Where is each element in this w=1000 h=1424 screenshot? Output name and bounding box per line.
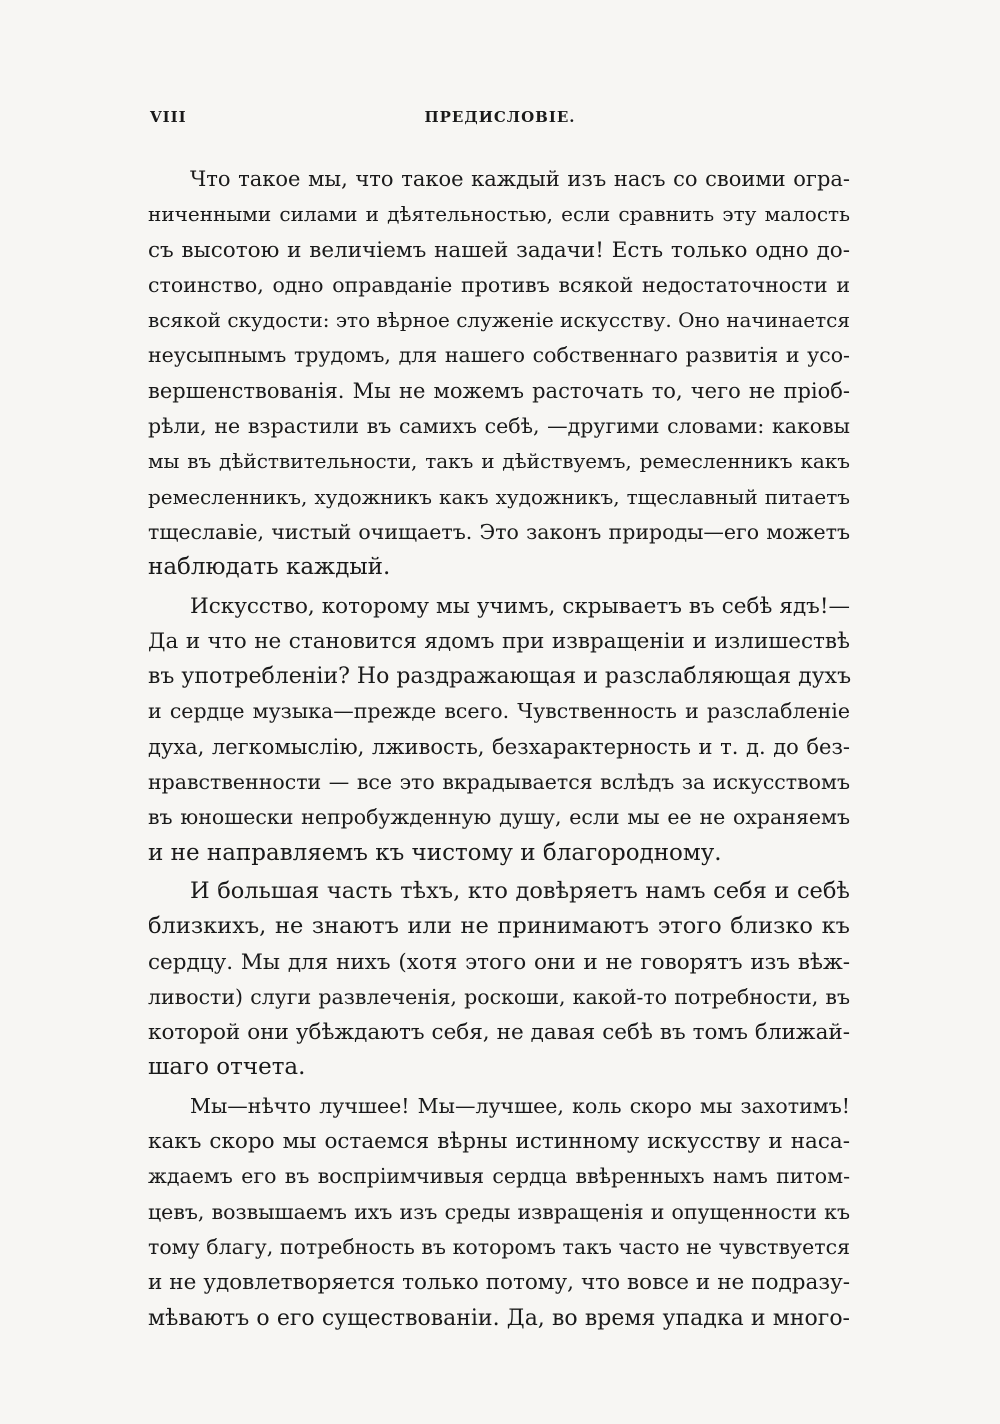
text-line: ниченными силами и дѣятельностью, если сравнить эту малость bbox=[148, 202, 850, 227]
text-line: мѣваютъ о его существованіи. Да, во время упадка и много- bbox=[148, 1305, 850, 1331]
text-line: въ юношески непробужденную душу, если мы ее не охраняемъ bbox=[148, 805, 850, 830]
text-line: шаго отчета. bbox=[148, 1054, 306, 1081]
text-line: и сердце музыка—прежде всего. Чувственность и разслабленіе bbox=[148, 699, 850, 724]
text-line: наблюдать каждый. bbox=[148, 554, 391, 581]
text-line: Мы—нѣчто лучшее! Мы—лучшее, коль скоро мы захотимъ! bbox=[190, 1093, 850, 1118]
text-line: мы въ дѣйствительности, такъ и дѣйствуемъ, ремесленникъ какъ bbox=[148, 449, 850, 474]
text-line: неусыпнымъ трудомъ, для нашего собственнаго развитія и усо- bbox=[148, 343, 850, 368]
text-line: Что такое мы, что такое каждый изъ насъ со своими огра- bbox=[190, 167, 850, 191]
paragraph bbox=[148, 1089, 850, 1336]
paragraph bbox=[148, 589, 850, 871]
text-line: стоинство, одно оправданіе противъ всякой недостаточности и bbox=[148, 272, 850, 297]
paragraph bbox=[148, 162, 850, 586]
text-line: сердцу. Мы для нихъ (хотя этого они и не говорятъ изъ вѣж- bbox=[148, 949, 850, 975]
text-line: вершенствованія. Мы не можемъ расточать то, чего не пріоб- bbox=[148, 378, 850, 403]
text-line: всякой скудости: это вѣрное служеніе искусству. Оно начинается bbox=[148, 308, 850, 333]
text-line: ливости) слуги развлеченія, роскоши, какой-то потребности, въ bbox=[148, 984, 850, 1009]
text-line: Да и что не становится ядомъ при извращеніи и излишествѣ bbox=[148, 628, 850, 654]
text-line: ремесленникъ, художникъ какъ художникъ, тщеславный питаетъ bbox=[148, 484, 850, 509]
text-line: духа, легкомыслію, лживость, безхарактерность и т. д. до без- bbox=[148, 734, 850, 759]
text-line: которой они убѣждаютъ себя, не давая себѣ въ томъ ближай- bbox=[148, 1020, 850, 1046]
text-line: Искусство, которому мы учимъ, скрываетъ въ себѣ ядъ!— bbox=[190, 593, 850, 619]
text-line: и не удовлетворяется только потому, что вовсе и не подразу- bbox=[148, 1270, 850, 1296]
text-line: рѣли, не взрастили въ самихъ себѣ, —другими словами: каковы bbox=[148, 414, 850, 439]
text-line: тому благу, потребность въ которомъ такъ часто не чувствуется bbox=[148, 1234, 850, 1259]
running-title: ПРЕДИСЛОВІЕ. bbox=[424, 108, 576, 126]
text-line: И большая часть тѣхъ, кто довѣряетъ намъ себя и себѣ bbox=[190, 877, 850, 904]
text-line: цевъ, возвышаемъ ихъ изъ среды извращенія и опущенности къ bbox=[148, 1199, 850, 1224]
text-line: съ высотою и величіемъ нашей задачи! Есть только одно до- bbox=[148, 237, 850, 263]
page-number: VIII bbox=[150, 108, 187, 126]
text-line: ждаемъ его въ воспріимчивыя сердца ввѣренныхъ намъ питом- bbox=[148, 1164, 850, 1189]
page-header bbox=[150, 108, 850, 138]
body-text bbox=[148, 162, 850, 1339]
paragraph bbox=[148, 874, 850, 1086]
text-line: близкихъ, не знаютъ или не принимаютъ этого близко къ bbox=[148, 913, 850, 940]
text-line: и не направляемъ къ чистому и благородному. bbox=[148, 839, 722, 866]
text-line: какъ скоро мы остаемся вѣрны истинному искусству и наса- bbox=[148, 1129, 850, 1155]
text-line: тщеславіе, чистый очищаетъ. Это законъ природы—его можетъ bbox=[148, 519, 850, 544]
text-line: въ употребленіи? Но раздражающая и разслабляющая духъ bbox=[148, 664, 852, 690]
text-line: нравственности — все это вкрадывается вслѣдъ за искусствомъ bbox=[148, 770, 850, 795]
